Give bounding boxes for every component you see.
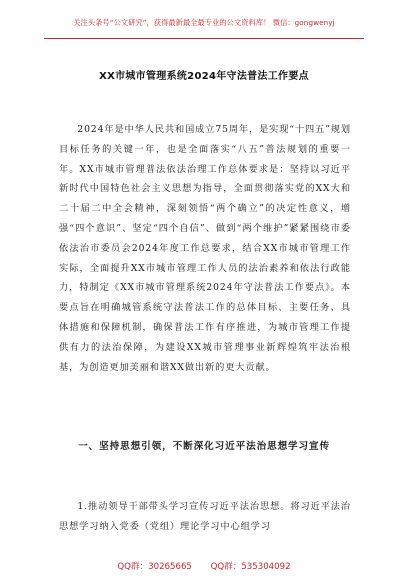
header-divider (44, 38, 364, 39)
section-paragraph: 1.推动领导干部带头学习宣传习近平法治思想。将习近平法治思想学习纳入党委（党组）理论学习中心组学习 (59, 501, 351, 532)
footer-qq-group-2: QQ群：535304092 (210, 562, 291, 572)
header-banner: 关注头条号“公文研究”，获得最新最全最专业的公文资料库！ 微信：gongwenyj (73, 18, 335, 27)
section-heading: 一、坚持思想引领，不断深化习近平法治思想学习宣传 (78, 441, 331, 452)
footer-qq-group-1: QQ群：30265665 (117, 562, 192, 572)
intro-paragraph: 2024年是中华人民共和国成立75周年，是实现“十四五”规划目标任务的关键一年，也是全面落实“八五”普法规划的重要一年。XX市城市管理普法依法治理工作总体要求是：坚持以习近平新时代中国特色社会主义思想为指导，全面贯彻落实党的XX大和二十届二中全会精神，深刻领悟“两个确立”的决定性意义，增强“四个意识”、坚定“四个自信”、做到“两个维护”紧紧围绕市委依法治市委员会2024年度工作总要求，结合XX市城市管理工作实际，全面提升XX市城市管理工作人员的法治素养和依法行政能力，特制定《XX市城市管理系统2024年守法普法工作要点》。本要点旨在明确城管系统守法普法工作的总体目标、主要任务、具体措施和保障机制，确保普法工作有序推进，为城市管理工作提供有力的法治保障，为建设XX城市管理事业新辉煌筑牢法治根基，为创造更加美丽和谐XX做出新的更大贡献。 (59, 124, 351, 373)
page-title: XX市城市管理系统2024年守法普法工作要点 (99, 71, 309, 82)
footer-contact (0, 560, 408, 572)
